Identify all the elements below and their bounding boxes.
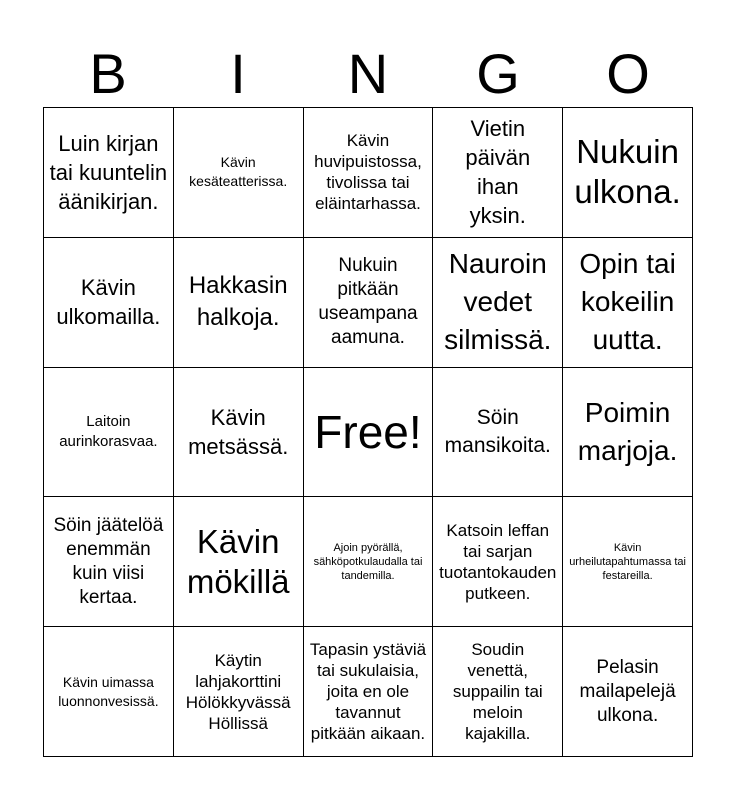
- cell-text: Söin mansikoita.: [444, 405, 551, 457]
- free-cell[interactable]: [304, 368, 434, 498]
- bingo-cell[interactable]: [174, 238, 304, 368]
- header-letter-n: N: [347, 42, 389, 105]
- bingo-cell[interactable]: [563, 108, 693, 238]
- cell-text: Kävin kesäteatterissa.: [189, 154, 288, 190]
- cell-text: Opin tai kokeilin uutta.: [579, 248, 676, 356]
- bingo-cell[interactable]: [304, 627, 434, 757]
- cell-text: Nukuin pitkään useampana aamuna.: [318, 255, 418, 349]
- bingo-cell[interactable]: [44, 497, 174, 627]
- cell-text: Tapasin ystäviä tai sukulaisia, joita en ole tavannut pitkään aikaan.: [309, 640, 427, 744]
- free-text: Free!: [314, 405, 422, 458]
- cell-text: Ajoin pyörällä, sähköpotkulaudalla tai tandemilla.: [313, 541, 423, 582]
- cell-text: Soudin venettä, suppailin tai meloin kajakilla.: [452, 640, 543, 744]
- bingo-cell[interactable]: [174, 627, 304, 757]
- cell-text: Kävin uimassa luonnonvesissä.: [58, 673, 159, 709]
- cell-text: Nukuin ulkona.: [574, 133, 681, 211]
- cell-text: Söin jäätelöä enemmän kuin viisi kertaa.: [53, 514, 164, 608]
- bingo-cell[interactable]: [44, 368, 174, 498]
- bingo-grid: [43, 107, 693, 757]
- cell-text: Katsoin leffan tai sarjan tuotantokauden putkeen.: [439, 520, 557, 603]
- cell-text: Luin kirjan tai kuuntelin äänikirjan.: [49, 130, 168, 214]
- header-letter-b: B: [89, 42, 127, 105]
- bingo-cell[interactable]: [563, 238, 693, 368]
- bingo-cell[interactable]: [563, 497, 693, 627]
- bingo-cell[interactable]: [174, 108, 304, 238]
- cell-text: Kävin mökillä: [186, 522, 290, 600]
- header-letter-o: O: [606, 42, 650, 105]
- cell-text: Vietin päivän ihan yksin.: [465, 116, 531, 229]
- bingo-cell[interactable]: [304, 108, 434, 238]
- bingo-cell[interactable]: [44, 108, 174, 238]
- bingo-cell[interactable]: [433, 368, 563, 498]
- bingo-cell[interactable]: [44, 627, 174, 757]
- cell-text: Poimin marjoja.: [577, 396, 678, 466]
- header-letter-i: I: [230, 42, 246, 105]
- cell-text: Kävin urheilutapahtumassa tai festareilla.: [569, 541, 686, 582]
- bingo-cell[interactable]: [304, 238, 434, 368]
- bingo-cell[interactable]: [563, 627, 693, 757]
- bingo-cell[interactable]: [563, 368, 693, 498]
- header-letter-g: G: [476, 42, 520, 105]
- bingo-cell[interactable]: [433, 497, 563, 627]
- cell-text: Kävin huvipuistossa, tivolissa tai eläintarhassa.: [314, 131, 422, 214]
- bingo-cell[interactable]: [433, 238, 563, 368]
- cell-text: Pelasin mailapelejä ulkona.: [579, 656, 676, 726]
- bingo-header: [43, 40, 693, 108]
- bingo-cell[interactable]: [433, 627, 563, 757]
- bingo-cell[interactable]: [174, 368, 304, 498]
- cell-text: Kävin ulkomailla.: [56, 275, 161, 330]
- cell-text: Kävin metsässä.: [188, 404, 289, 459]
- bingo-cell[interactable]: [304, 497, 434, 627]
- cell-text: Nauroin vedet silmissä.: [444, 248, 552, 356]
- bingo-cell[interactable]: [433, 108, 563, 238]
- bingo-cell[interactable]: [44, 238, 174, 368]
- bingo-cell[interactable]: [174, 497, 304, 627]
- cell-text: Laitoin aurinkorasvaa.: [59, 412, 158, 450]
- cell-text: Hakkasin halkoja.: [188, 272, 288, 332]
- cell-text: Käytin lahjakorttini Hölökkyvässä Höllissä: [185, 650, 291, 733]
